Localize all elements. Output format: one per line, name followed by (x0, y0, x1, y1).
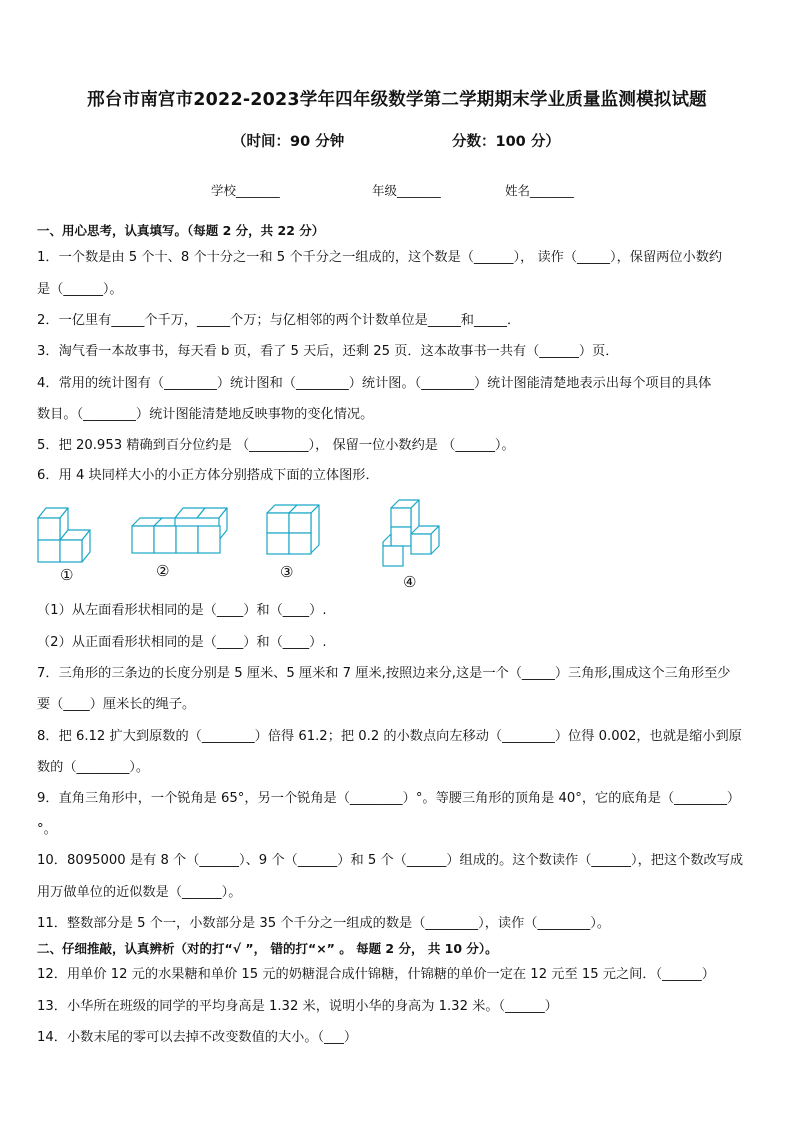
question-7-line-2: 要（____）厘米长的绳子。 (37, 697, 196, 712)
exam-title: 邢台市南宫市2022-2023学年四年级数学第二学期期末学业质量监测模拟试题 (87, 90, 707, 110)
question-2: 2．一亿里有_____个千万，_____个万；与亿相邻的两个计数单位是_____和_____． (37, 313, 521, 328)
school-field: 学校_______ (211, 183, 280, 198)
question-12: 12．用单价 12 元的水果糖和单价 15 元的奶糖混合成什锦糖，什锦糖的单价一定在 12 元至 15 元之间．（______） (37, 967, 715, 982)
score-label: 分数：100 分） (452, 134, 560, 150)
question-6-part-1: （1）从左面看形状相同的是（____）和（____）. (37, 603, 327, 618)
question-14: 14．小数末尾的零可以去掉不改变数值的大小。（___） (37, 1030, 358, 1045)
figure-3-cubes (266, 503, 336, 557)
question-10-line-2: 用万做单位的近似数是（______）。 (37, 885, 242, 900)
question-4-line-2: 数目。（________）统计图能清楚地反映事物的变化情况。 (37, 407, 374, 422)
question-1-line-2: 是（______）。 (37, 282, 123, 297)
grade-field: 年级_______ (372, 183, 441, 198)
section-2-heading: 二、仔细推敲，认真辨析（对的打“√ ”， 错的打“×” 。 每题 2 分， 共 10 分）。 (37, 941, 498, 956)
question-3: 3．淘气看一本故事书，每天看 b 页，看了 5 天后，还剩 25 页．这本故事书一共有（______）页． (37, 344, 619, 359)
question-10-line-1: 10．8095000 是有 8 个（______）、9 个（______）和 5 个（______）组成的。这个数读作（______），把这个数改写成 (37, 853, 744, 868)
question-4-line-1: 4．常用的统计图有（________）统计图和（________）统计图。（________）统计图能清楚地表示出每个项目的具体 (37, 376, 712, 391)
question-9-line-1: 9．直角三角形中，一个锐角是 65°，另一个锐角是（________）°。等腰三角形的顶角是 40°，它的底角是（________） (37, 791, 741, 806)
question-6-part-2: （2）从正面看形状相同的是（____）和（____）. (37, 635, 327, 650)
name-field: 姓名_______ (505, 183, 574, 198)
figure-1-cubes (37, 504, 107, 564)
question-6: 6．用 4 块同样大小的小正方体分别搭成下面的立体图形． (37, 468, 379, 483)
figure-2-cubes (131, 506, 227, 556)
question-11: 11．整数部分是 5 个一，小数部分是 35 个千分之一组成的数是（________），读作（________）。 (37, 916, 611, 931)
figure-3-label: ③ (280, 563, 294, 581)
question-13: 13．小华所在班级的同学的平均身高是 1.32 米，说明小华的身高为 1.32 米。（______） (37, 999, 558, 1014)
question-8-line-1: 8．把 6.12 扩大到原数的（________）倍得 61.2；把 0.2 的小数点向左移动（________）位得 0.002，也就是缩小到原 (37, 729, 742, 744)
question-9-line-2: °。 (37, 822, 57, 837)
question-8-line-2: 数的（________）。 (37, 760, 150, 775)
section-1-heading: 一、用心思考，认真填写。（每题 2 分，共 22 分） (37, 223, 325, 238)
figure-4-cubes (381, 498, 441, 570)
figure-2-label: ② (156, 562, 170, 580)
time-label: （时间：90 分钟 (232, 134, 345, 150)
question-5: 5．把 20.953 精确到百分位约是 （_________）， 保留一位小数约是 （______）。 (37, 438, 515, 453)
question-7-line-1: 7．三角形的三条边的长度分别是 5 厘米、5 厘米和 7 厘米,按照边来分,这是一个（_____）三角形,围成这个三角形至少 (37, 666, 731, 681)
figure-1-label: ① (60, 566, 74, 584)
figure-4-label: ④ (403, 573, 417, 591)
question-1-line-1: 1．一个数是由 5 个十、8 个十分之一和 5 个千分之一组成的，这个数是（______）， 读作（_____），保留两位小数约 (37, 250, 723, 265)
